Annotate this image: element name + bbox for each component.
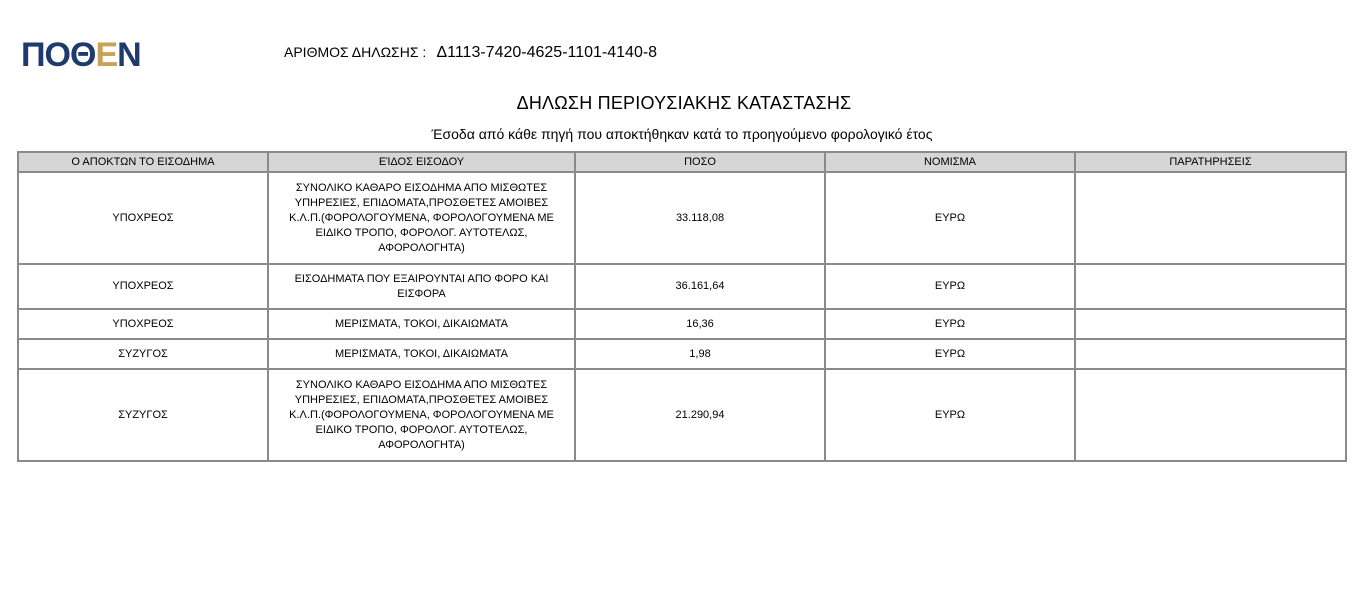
table-row	[18, 339, 1346, 369]
cell-amount: 36.161,64	[575, 264, 825, 309]
cell-recipient: ΥΠΟΧΡΕΟΣ	[18, 309, 268, 339]
income-table	[17, 151, 1347, 462]
cell-currency: ΕΥΡΩ	[825, 369, 1075, 461]
logo-main-text: ΠΟΘ	[21, 36, 96, 74]
cell-income-type: ΜΕΡΙΣΜΑΤΑ, ΤΟΚΟΙ, ΔΙΚΑΙΩΜΑΤΑ	[268, 309, 575, 339]
logo-accent-letter: Ε	[95, 36, 118, 74]
table-row	[18, 369, 1346, 461]
pothen-logo	[21, 36, 141, 74]
cell-income-type: ΕΙΣΟΔΗΜΑΤΑ ΠΟΥ ΕΞΑΙΡΟΥΝΤΑΙ ΑΠΟ ΦΟΡΟ ΚΑΙ ΕΙΣΦΟΡΑ	[268, 264, 575, 309]
cell-recipient: ΥΠΟΧΡΕΟΣ	[18, 172, 268, 264]
table-header-row	[18, 152, 1346, 172]
cell-amount: 1,98	[575, 339, 825, 369]
cell-recipient: ΣΥΖΥΓΟΣ	[18, 369, 268, 461]
document-title: ΔΗΛΩΣΗ ΠΕΡΙΟΥΣΙΑΚΗΣ ΚΑΤΑΣΤΑΣΗΣ	[516, 93, 852, 113]
declaration-number-value: Δ1113-7420-4625-1101-4140-8	[436, 44, 658, 61]
cell-notes	[1075, 264, 1346, 309]
column-header-income-type: ΕΊΔΟΣ ΕΙΣΟΔΟΥ	[268, 152, 575, 172]
table-row	[18, 172, 1346, 264]
cell-currency: ΕΥΡΩ	[825, 339, 1075, 369]
cell-amount: 33.118,08	[575, 172, 825, 264]
cell-notes	[1075, 339, 1346, 369]
cell-amount: 16,36	[575, 309, 825, 339]
document-subtitle: Έσοδα από κάθε πηγή που αποκτήθηκαν κατά το προηγούμενο φορολογικό έτος	[431, 126, 933, 142]
cell-notes	[1075, 369, 1346, 461]
table-row	[18, 309, 1346, 339]
cell-currency: ΕΥΡΩ	[825, 172, 1075, 264]
column-header-currency: ΝΟΜΙΣΜΑ	[825, 152, 1075, 172]
cell-recipient: ΣΥΖΥΓΟΣ	[18, 339, 268, 369]
column-header-notes: ΠΑΡΑΤΗΡΗΣΕΙΣ	[1075, 152, 1346, 172]
declaration-number-label: ΑΡΙΘΜΟΣ ΔΗΛΩΣΗΣ :	[284, 44, 427, 60]
column-header-recipient: Ο ΑΠΟΚΤΩΝ ΤΟ ΕΙΣΟΔΗΜΑ	[18, 152, 268, 172]
cell-recipient: ΥΠΟΧΡΕΟΣ	[18, 264, 268, 309]
column-header-amount: ΠΟΣΟ	[575, 152, 825, 172]
cell-notes	[1075, 309, 1346, 339]
logo-end-letter: Ν	[117, 36, 141, 74]
cell-currency: ΕΥΡΩ	[825, 309, 1075, 339]
cell-income-type: ΜΕΡΙΣΜΑΤΑ, ΤΟΚΟΙ, ΔΙΚΑΙΩΜΑΤΑ	[268, 339, 575, 369]
cell-notes	[1075, 172, 1346, 264]
table-row	[18, 264, 1346, 309]
cell-currency: ΕΥΡΩ	[825, 264, 1075, 309]
cell-income-type: ΣΥΝΟΛΙΚΟ ΚΑΘΑΡΟ ΕΙΣΟΔΗΜΑ ΑΠΟ ΜΙΣΘΩΤΕΣ ΥΠΗΡΕΣΙΕΣ, ΕΠΙΔΟΜΑΤΑ,ΠΡΟΣΘΕΤΕΣ ΑΜΟΙΒΕΣ Κ.Λ.Π.(ΦΟΡΟΛΟΓΟΥΜΕΝΑ, ΦΟΡΟΛΟΓΟΥΜΕΝΑ ΜΕ ΕΙΔΙΚΟ ΤΡΟΠΟ, ΦΟΡΟΛΟΓ. ΑΥΤΟΤΕΛΩΣ, ΑΦΟΡΟΛΟΓΗΤΑ)	[268, 369, 575, 461]
declaration-number	[284, 44, 657, 62]
cell-amount: 21.290,94	[575, 369, 825, 461]
cell-income-type: ΣΥΝΟΛΙΚΟ ΚΑΘΑΡΟ ΕΙΣΟΔΗΜΑ ΑΠΟ ΜΙΣΘΩΤΕΣ ΥΠΗΡΕΣΙΕΣ, ΕΠΙΔΟΜΑΤΑ,ΠΡΟΣΘΕΤΕΣ ΑΜΟΙΒΕΣ Κ.Λ.Π.(ΦΟΡΟΛΟΓΟΥΜΕΝΑ, ΦΟΡΟΛΟΓΟΥΜΕΝΑ ΜΕ ΕΙΔΙΚΟ ΤΡΟΠΟ, ΦΟΡΟΛΟΓ. ΑΥΤΟΤΕΛΩΣ, ΑΦΟΡΟΛΟΓΗΤΑ)	[268, 172, 575, 264]
